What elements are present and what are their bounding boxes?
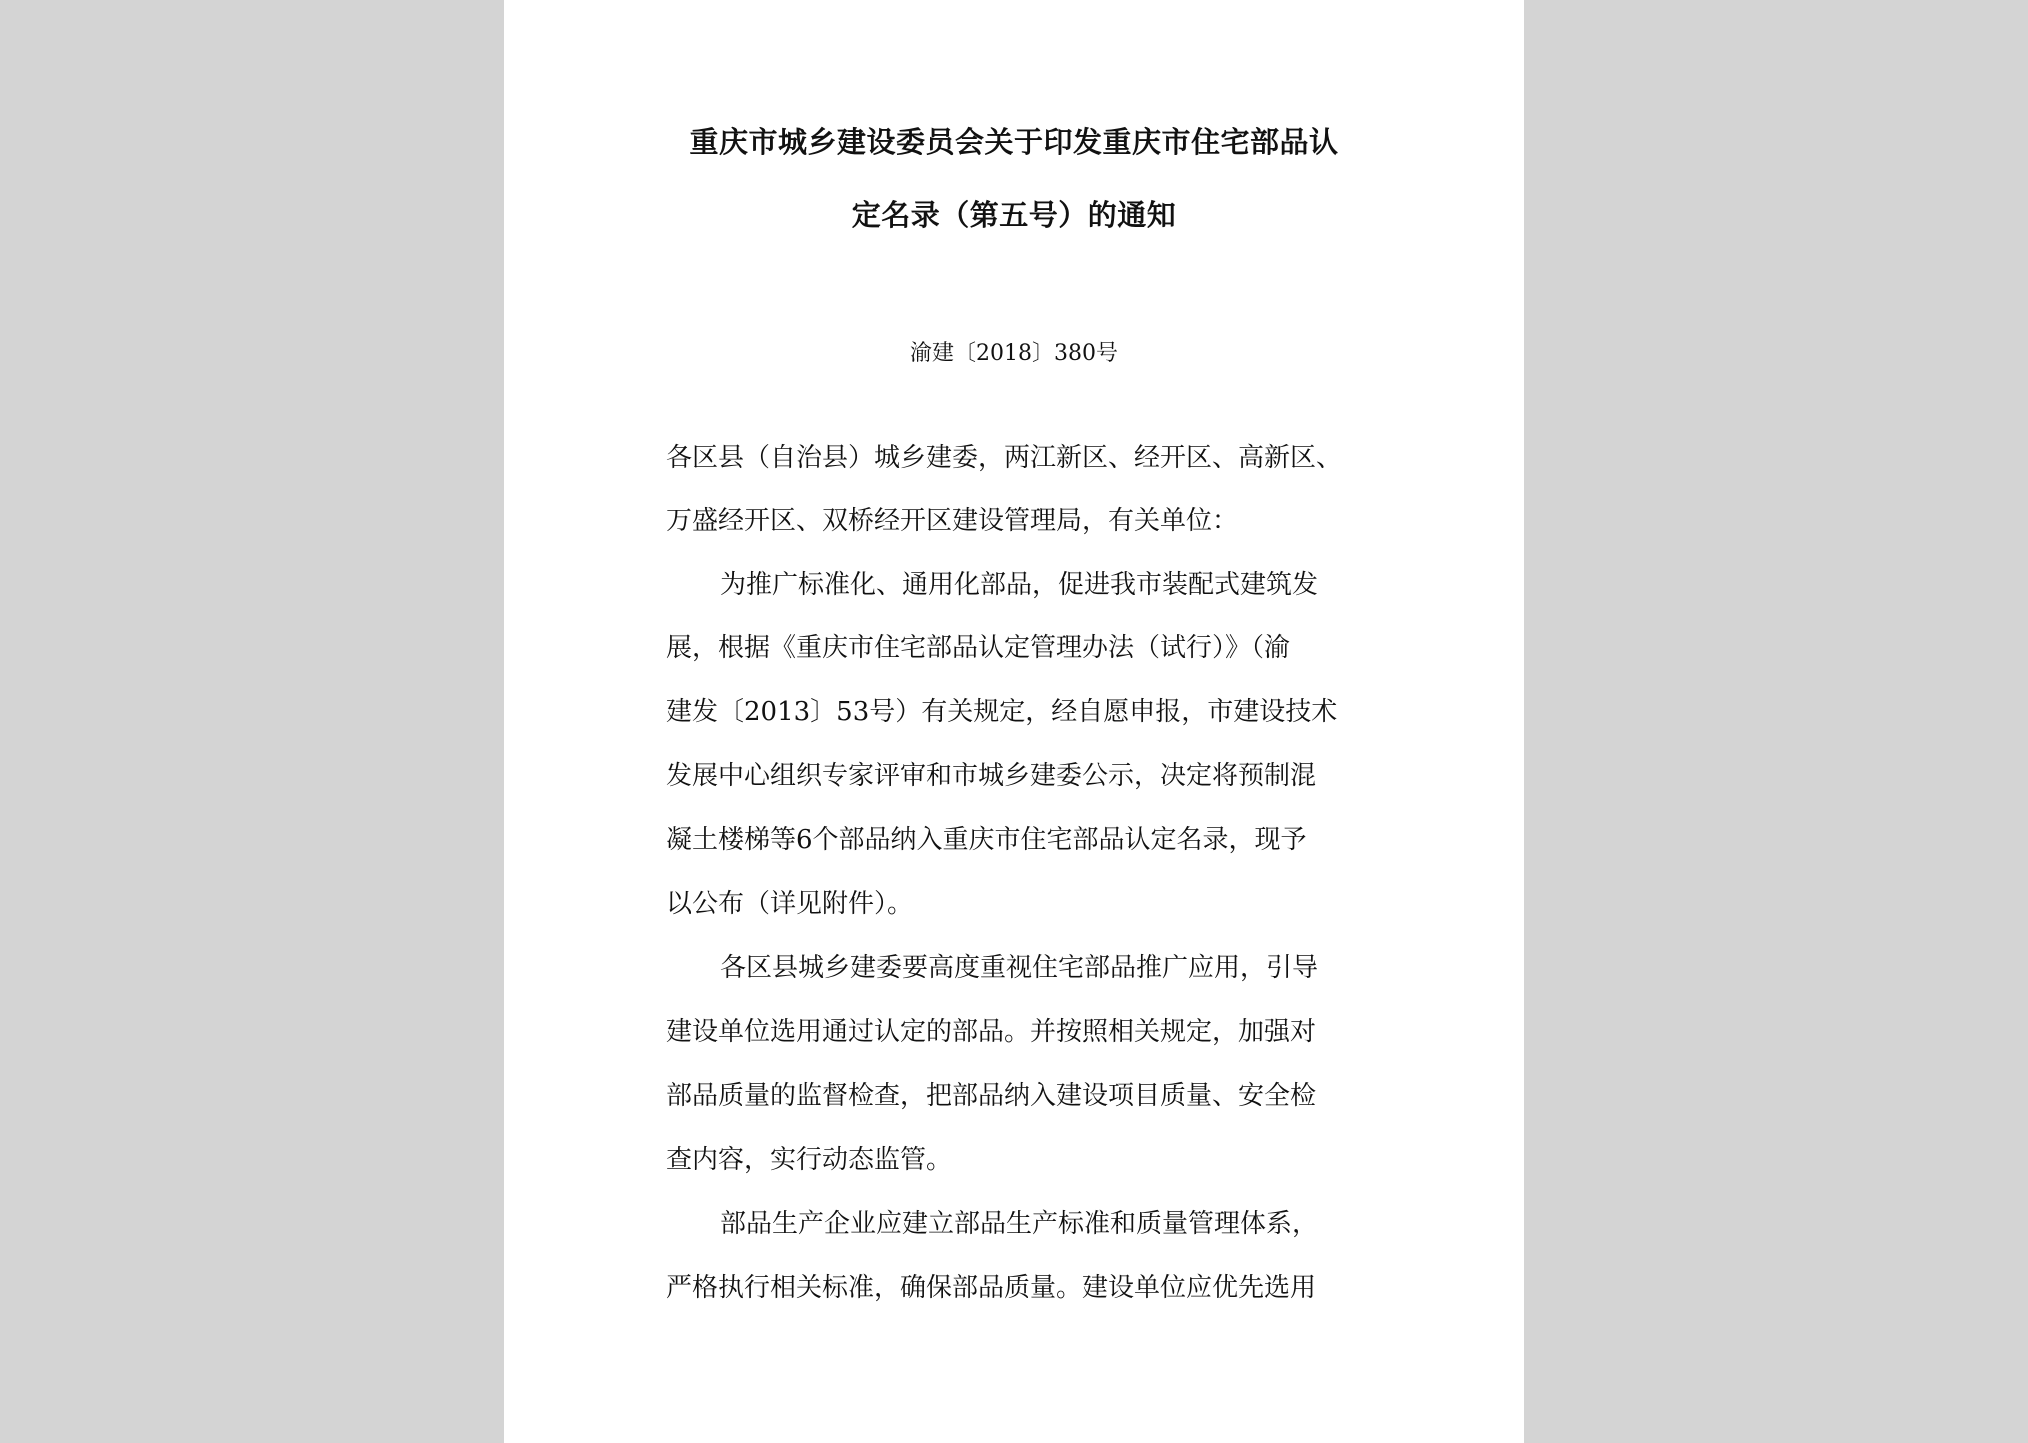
body-line: 建设单位选用通过认定的部品。并按照相关规定，加强对 <box>666 1017 1317 1047</box>
body-line: 万盛经开区、双桥经开区建设管理局，有关单位： <box>666 506 1239 536</box>
body-line: 以公布（详见附件）。 <box>666 889 914 919</box>
body-line: 展，根据《重庆市住宅部品认定管理办法（试行）》（渝 <box>666 633 1291 663</box>
document-page <box>504 0 1524 1443</box>
document-title-line-1: 重庆市城乡建设委员会关于印发重庆市住宅部品认 <box>689 125 1339 159</box>
document-title-line-2: 定名录（第五号）的通知 <box>851 198 1177 232</box>
body-line: 部品生产企业应建立部品生产标准和质量管理体系， <box>720 1209 1319 1239</box>
body-line: 建发〔2013〕53号）有关规定，经自愿申报，市建设技术 <box>666 697 1338 727</box>
body-line: 为推广标准化、通用化部品，促进我市装配式建筑发 <box>720 570 1319 600</box>
body-line: 各区县城乡建委要高度重视住宅部品推广应用，引导 <box>720 953 1319 983</box>
body-line: 严格执行相关标准，确保部品质量。建设单位应优先选用 <box>666 1273 1317 1303</box>
document-number: 渝建〔2018〕380号 <box>910 341 1118 366</box>
body-line: 凝土楼梯等6个部品纳入重庆市住宅部品认定名录，现予 <box>666 825 1307 855</box>
body-line: 各区县（自治县）城乡建委，两江新区、经开区、高新区、 <box>666 443 1343 473</box>
body-line: 部品质量的监督检查，把部品纳入建设项目质量、安全检 <box>666 1081 1317 1111</box>
body-line: 发展中心组织专家评审和市城乡建委公示，决定将预制混 <box>666 761 1317 791</box>
body-line: 查内容，实行动态监管。 <box>666 1145 953 1175</box>
